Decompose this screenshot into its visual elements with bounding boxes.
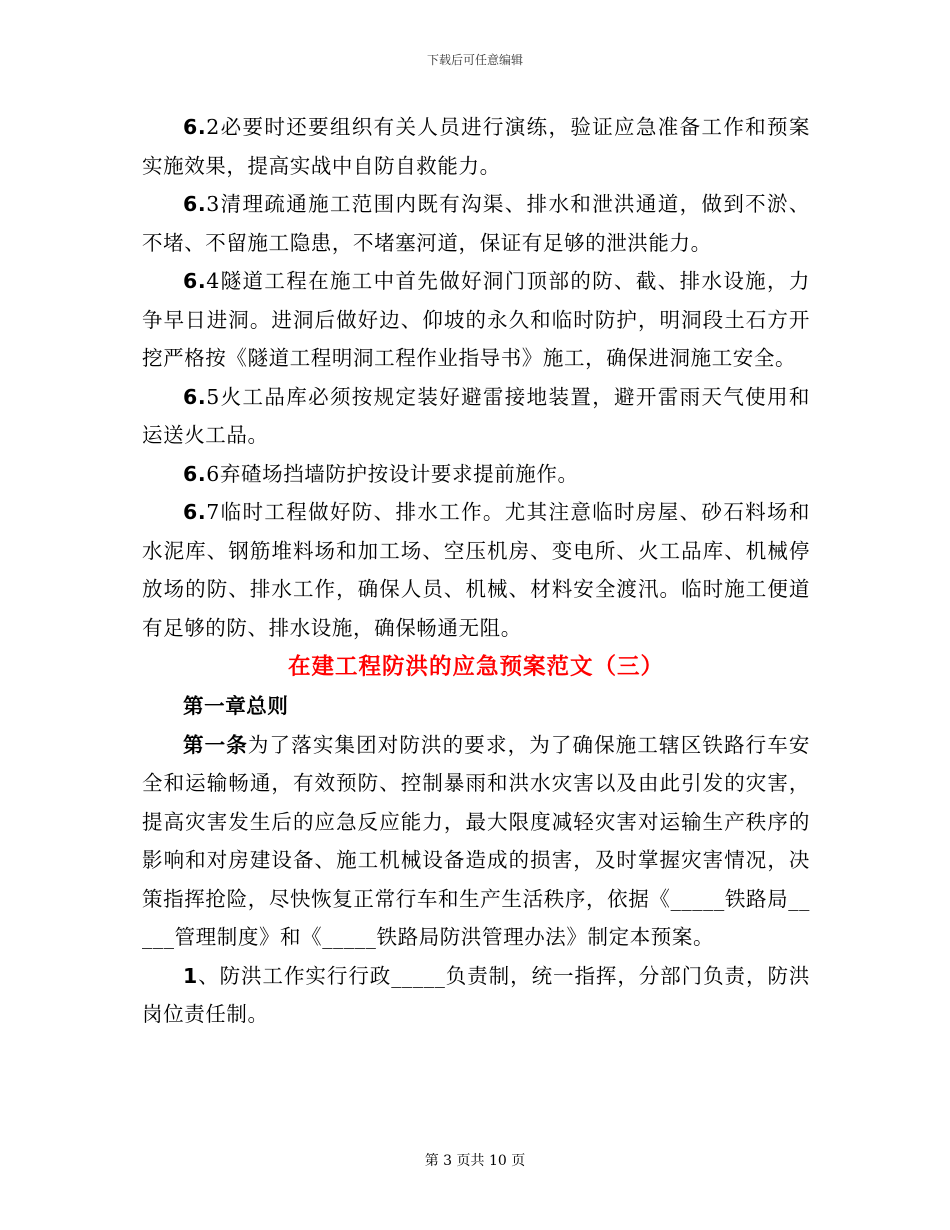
section-number: 6. xyxy=(183,269,207,293)
paragraph-text: 5火工品库必须按规定装好避雷接地装置，避开雷雨天气使用和运送火工品。 xyxy=(142,384,810,447)
section-number: 6. xyxy=(183,384,207,409)
article-label: 第一条 xyxy=(183,732,248,757)
document-body xyxy=(142,108,810,1034)
article-text: 为了落实集团对防洪的要求，为了确保施工辖区铁路行车安全和运输畅通，有效预防、控制暴雨和洪水灾害以及由此引发的灾害，提高灾害发生后的应急反应能力，最大限度减轻灾害对运输生产秩序的影响和对房建设备、施工机械设备造成的损害，及时掌握灾害情况，决策指挥抢险，尽快恢复正常行车和生产生活秩序，依据《_____铁路局_____管理制度》和《_____铁路局防洪管理办法》制定本预案。 xyxy=(142,732,810,949)
item-one xyxy=(142,957,810,1034)
item-label: 1 xyxy=(183,963,198,988)
paragraph-6-5 xyxy=(142,378,810,455)
paragraph-6-4 xyxy=(142,262,810,378)
paragraph-6-7 xyxy=(142,493,810,647)
section-title: 在建工程防洪的应急预案范文（三） xyxy=(287,654,664,680)
article-one xyxy=(142,726,810,957)
paragraph-text: 4隧道工程在施工中首先做好洞门顶部的防、截、排水设施，力争早日进洞。进洞后做好边、仰坡的永久和临时防护，明洞段土石方开挖严格按《隧道工程明洞工程作业指导书》施工，确保进洞施工安全。 xyxy=(142,269,810,370)
paragraph-text: 6弃碴场挡墙防护按设计要求提前施作。 xyxy=(206,461,579,486)
chapter-heading-text: 第一章总则 xyxy=(183,694,289,718)
page-footer: 第 3 页共 10 页 xyxy=(424,1153,526,1169)
item-text: 、防洪工作实行行政_____负责制，统一指挥，分部门负责，防洪岗位责任制。 xyxy=(142,963,810,1026)
paragraph-text: 2必要时还要组织有关人员进行演练，验证应急准备工作和预案实施效果，提高实战中自防自救能力。 xyxy=(142,115,810,178)
chapter-heading xyxy=(142,687,810,726)
paragraph-text: 7临时工程做好防、排水工作。尤其注意临时房屋、砂石料场和水泥库、钢筋堆料场和加工场、空压机房、变电所、火工品库、机械停放场的防、排水工作，确保人员、机械、材料安全渡汛。临时施工便道有足够的防、排水设施，确保畅通无阻。 xyxy=(142,500,810,640)
page-header: 下载后可任意编辑 xyxy=(426,53,523,67)
section-number: 6. xyxy=(183,115,207,139)
paragraph-6-6 xyxy=(142,455,810,494)
section-number: 6. xyxy=(183,192,207,216)
paragraph-6-3 xyxy=(142,185,810,262)
paragraph-text: 3清理疏通施工范围内既有沟渠、排水和泄洪通道，做到不淤、不堵、不留施工隐患，不堵塞河道，保证有足够的泄洪能力。 xyxy=(142,192,810,255)
paragraph-6-2 xyxy=(142,108,810,185)
section-number: 6. xyxy=(183,500,207,524)
section-number: 6. xyxy=(183,461,207,486)
